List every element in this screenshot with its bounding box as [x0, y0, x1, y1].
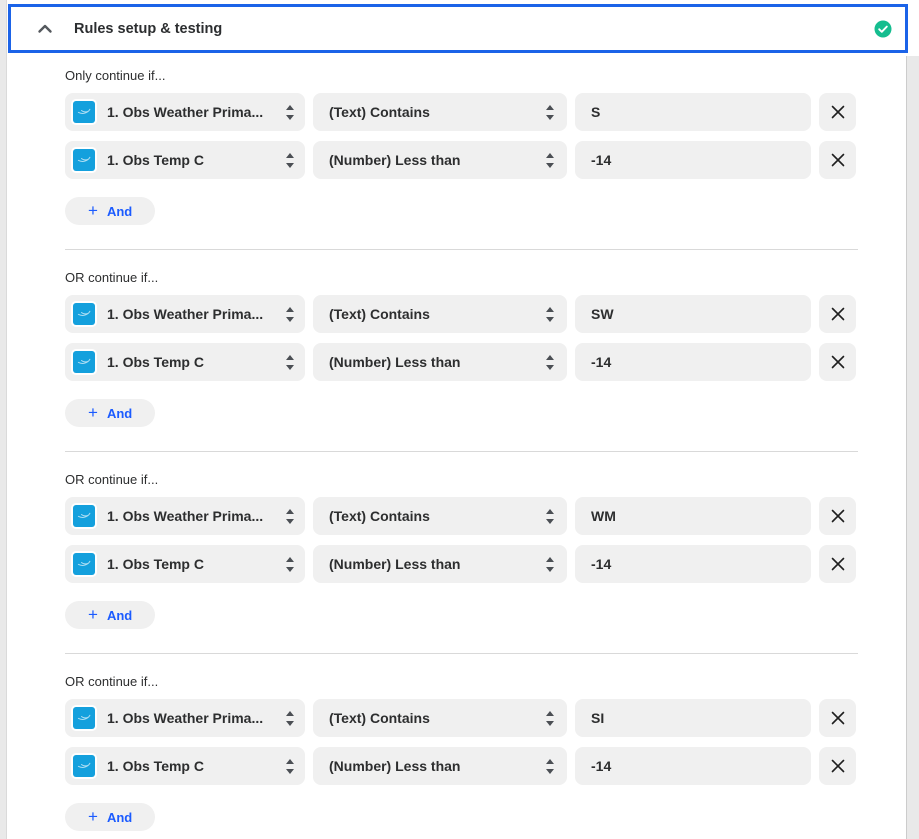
- delete-condition-button[interactable]: [819, 545, 856, 583]
- updown-arrows-icon: [545, 152, 555, 169]
- field-dropdown[interactable]: [65, 93, 305, 131]
- rule-row: [65, 497, 858, 535]
- rule-row: [65, 141, 858, 179]
- add-and-condition-button[interactable]: [65, 399, 155, 427]
- updown-arrows-icon: [285, 306, 295, 323]
- field-dropdown[interactable]: [65, 141, 305, 179]
- plus-icon: +: [88, 807, 98, 826]
- updown-arrows-icon: [545, 758, 555, 775]
- operator-dropdown[interactable]: [313, 343, 567, 381]
- value-input-text: SW: [591, 306, 614, 322]
- updown-arrows-icon: [285, 152, 295, 169]
- value-input-text: -14: [591, 152, 612, 168]
- group-label: OR continue if...: [65, 472, 159, 487]
- field-dropdown-value: 1. Obs Weather Prima...: [107, 710, 264, 726]
- condition-group: [65, 68, 858, 250]
- field-dropdown-value: 1. Obs Weather Prima...: [107, 508, 264, 524]
- rule-row: [65, 747, 858, 785]
- group-divider: [65, 653, 858, 654]
- value-input[interactable]: [575, 343, 811, 381]
- operator-dropdown[interactable]: [313, 141, 567, 179]
- updown-arrows-icon: [545, 508, 555, 525]
- updown-arrows-icon: [285, 556, 295, 573]
- field-dropdown-value: 1. Obs Temp C: [107, 556, 204, 572]
- group-label: Only continue if...: [65, 68, 166, 83]
- operator-dropdown-value: (Number) Less than: [329, 354, 461, 370]
- value-input-text: SI: [591, 710, 605, 726]
- field-dropdown[interactable]: [65, 343, 305, 381]
- value-input-text: -14: [591, 758, 612, 774]
- operator-dropdown[interactable]: [313, 747, 567, 785]
- value-input-text: -14: [591, 556, 612, 572]
- rule-row: [65, 295, 858, 333]
- updown-arrows-icon: [545, 354, 555, 371]
- rule-row: [65, 93, 858, 131]
- field-dropdown[interactable]: [65, 497, 305, 535]
- field-dropdown[interactable]: [65, 699, 305, 737]
- weather-app-icon: [71, 753, 97, 779]
- condition-group: [65, 674, 858, 831]
- add-and-label: And: [106, 405, 133, 421]
- weather-app-icon: [71, 301, 97, 327]
- add-and-condition-button[interactable]: [65, 601, 155, 629]
- add-and-condition-button[interactable]: [65, 197, 155, 225]
- group-label: OR continue if...: [65, 674, 159, 689]
- delete-condition-button[interactable]: [819, 295, 856, 333]
- value-input[interactable]: [575, 497, 811, 535]
- operator-dropdown-value: (Number) Less than: [329, 758, 461, 774]
- value-input[interactable]: [575, 93, 811, 131]
- operator-dropdown[interactable]: [313, 545, 567, 583]
- value-input[interactable]: [575, 747, 811, 785]
- value-input-text: WM: [591, 508, 616, 524]
- operator-dropdown-value: (Text) Contains: [329, 710, 430, 726]
- updown-arrows-icon: [285, 354, 295, 371]
- plus-icon: +: [88, 605, 98, 624]
- weather-app-icon: [71, 349, 97, 375]
- plus-icon: +: [88, 403, 98, 422]
- delete-condition-button[interactable]: [819, 747, 856, 785]
- condition-group: [65, 472, 858, 654]
- delete-condition-button[interactable]: [819, 699, 856, 737]
- weather-app-icon: [71, 99, 97, 125]
- updown-arrows-icon: [545, 104, 555, 121]
- field-dropdown[interactable]: [65, 295, 305, 333]
- updown-arrows-icon: [285, 104, 295, 121]
- condition-group: [65, 270, 858, 452]
- field-dropdown-value: 1. Obs Temp C: [107, 152, 204, 168]
- operator-dropdown-value: (Text) Contains: [329, 508, 430, 524]
- field-dropdown-value: 1. Obs Weather Prima...: [107, 306, 264, 322]
- operator-dropdown[interactable]: [313, 699, 567, 737]
- field-dropdown[interactable]: [65, 545, 305, 583]
- value-input[interactable]: [575, 295, 811, 333]
- delete-condition-button[interactable]: [819, 497, 856, 535]
- operator-dropdown[interactable]: [313, 93, 567, 131]
- operator-dropdown-value: (Text) Contains: [329, 306, 430, 322]
- field-dropdown[interactable]: [65, 747, 305, 785]
- add-and-label: And: [106, 203, 133, 219]
- value-input[interactable]: [575, 545, 811, 583]
- delete-condition-button[interactable]: [819, 93, 856, 131]
- operator-dropdown-value: (Number) Less than: [329, 152, 461, 168]
- weather-app-icon: [71, 503, 97, 529]
- rule-row: [65, 699, 858, 737]
- delete-condition-button[interactable]: [819, 141, 856, 179]
- group-divider: [65, 451, 858, 452]
- updown-arrows-icon: [285, 758, 295, 775]
- rule-row: [65, 343, 858, 381]
- updown-arrows-icon: [285, 508, 295, 525]
- check-circle-icon: [874, 20, 892, 38]
- delete-condition-button[interactable]: [819, 343, 856, 381]
- value-input[interactable]: [575, 699, 811, 737]
- add-and-label: And: [106, 607, 133, 623]
- value-input-text: -14: [591, 354, 612, 370]
- operator-dropdown[interactable]: [313, 295, 567, 333]
- updown-arrows-icon: [545, 710, 555, 727]
- field-dropdown-value: 1. Obs Temp C: [107, 354, 204, 370]
- weather-app-icon: [71, 551, 97, 577]
- operator-dropdown-value: (Text) Contains: [329, 104, 430, 120]
- weather-app-icon: [71, 705, 97, 731]
- group-label: OR continue if...: [65, 270, 159, 285]
- scrollbar-track[interactable]: [906, 56, 919, 839]
- value-input-text: S: [591, 104, 601, 120]
- updown-arrows-icon: [285, 710, 295, 727]
- rules-section-header[interactable]: [8, 4, 908, 53]
- group-divider: [65, 249, 858, 250]
- updown-arrows-icon: [545, 306, 555, 323]
- weather-app-icon: [71, 147, 97, 173]
- value-input[interactable]: [575, 141, 811, 179]
- updown-arrows-icon: [545, 556, 555, 573]
- page-gutter: [0, 0, 7, 839]
- plus-icon: +: [88, 201, 98, 220]
- operator-dropdown[interactable]: [313, 497, 567, 535]
- field-dropdown-value: 1. Obs Weather Prima...: [107, 104, 264, 120]
- rule-row: [65, 545, 858, 583]
- operator-dropdown-value: (Number) Less than: [329, 556, 461, 572]
- section-title: Rules setup & testing: [74, 20, 223, 37]
- field-dropdown-value: 1. Obs Temp C: [107, 758, 204, 774]
- chevron-up-icon[interactable]: [37, 23, 53, 35]
- rules-content: [65, 68, 858, 831]
- add-and-label: And: [106, 809, 133, 825]
- add-and-condition-button[interactable]: [65, 803, 155, 831]
